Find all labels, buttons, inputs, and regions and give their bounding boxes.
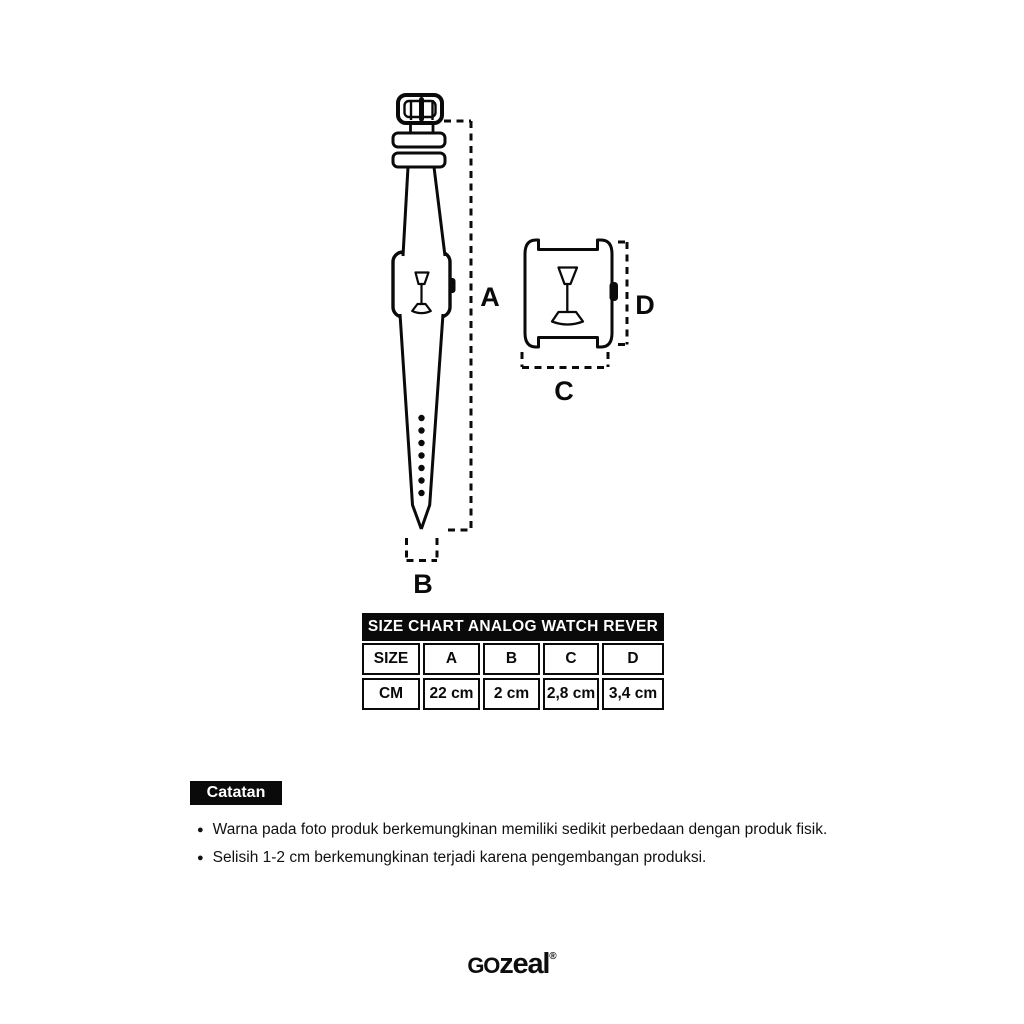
dimension-label-a: A [480, 282, 500, 312]
watch-case-front [525, 240, 612, 347]
note-text: Selisih 1-2 cm berkemungkinan terjadi karena pengembangan produksi. [212, 849, 707, 866]
registered-trademark-icon: ® [549, 951, 557, 962]
strap-keeper [393, 133, 445, 147]
note-text: Warna pada foto produk berkemungkinan memiliki sedikit perbedaan dengan produk fisik. [212, 821, 828, 838]
brand-logo-go: GO [467, 953, 500, 978]
crown-side [449, 278, 456, 293]
dimension-line-c [522, 352, 608, 368]
column-header-a: A [423, 643, 480, 675]
note-item [197, 849, 827, 867]
size-chart-title: SIZE CHART ANALOG WATCH REVER [362, 613, 664, 641]
column-header-d: D [602, 643, 664, 675]
bullet-icon: ● [197, 824, 204, 836]
brand-logo [452, 948, 572, 981]
size-chart-grid [362, 643, 664, 710]
watch-side-drawing [393, 95, 456, 529]
column-header-b: B [483, 643, 540, 675]
dimension-line-b [407, 538, 438, 561]
watch-face-drawing [525, 240, 618, 347]
dimension-line-a [444, 121, 471, 530]
dimension-label-c: C [554, 376, 574, 406]
size-chart-table [362, 613, 664, 710]
buckle [398, 95, 442, 123]
notes-heading: Catatan [190, 781, 282, 805]
note-item [197, 821, 827, 839]
notes-list [197, 821, 827, 877]
strap-keeper [393, 153, 445, 167]
dimension-label-b: B [413, 569, 433, 599]
row-label-cm: CM [362, 678, 420, 710]
crown-front [610, 282, 619, 301]
bullet-icon: ● [197, 852, 204, 864]
column-header-size: SIZE [362, 643, 420, 675]
value-c: 2,8 cm [543, 678, 599, 710]
value-d: 3,4 cm [602, 678, 664, 710]
brand-logo-zeal: zeal [499, 948, 550, 980]
value-b: 2 cm [483, 678, 540, 710]
value-a: 22 cm [423, 678, 480, 710]
dimension-line-d [618, 242, 631, 345]
dimension-label-d: D [635, 290, 655, 320]
column-header-c: C [543, 643, 599, 675]
